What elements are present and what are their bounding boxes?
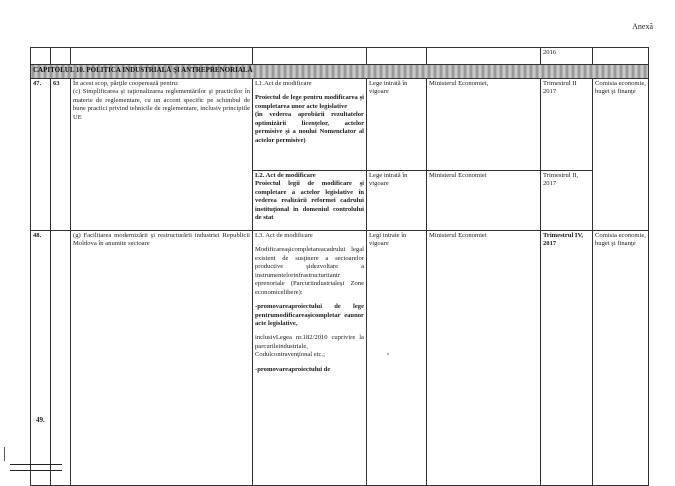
scan-dot xyxy=(387,353,389,355)
footnote-rule xyxy=(10,470,62,471)
term-cell: Trimestrul II 2017 xyxy=(541,79,593,171)
margin-mark xyxy=(4,447,5,461)
act-body: Modificareaşicompletareacadrului legal existent de susţinere a sectoarelor productive şidezvoltare a instrumentelorinfrastructuriiantr eprenoriale (Parcuriindustrialeşi Zone economicelibere): xyxy=(255,246,364,296)
table-row xyxy=(31,231,649,486)
year-cell: 2016 xyxy=(541,48,593,65)
chapter-heading-row xyxy=(31,65,649,79)
row-number: 48. xyxy=(31,231,51,486)
act-cell xyxy=(253,171,367,231)
act-body: Proiectul legii de modificare şi completare a actelor legislative în vederea realizării reformei cadrului instituţional în domeniul controlului de stat xyxy=(255,180,364,222)
act-title: L3. Act de modificare xyxy=(255,232,313,239)
scope-text: (c) Simplificarea şi raţionalizarea reglementărilor şi practicilor în materie de reglementare, cu un accent specific pe schimbul de bune practici privind tehnicile de reglementare, inclusiv principiile UE xyxy=(73,88,250,121)
article-number: 63 xyxy=(51,79,71,231)
table-row xyxy=(31,79,649,171)
act-cell xyxy=(253,79,367,171)
act-promo: -promovareaproiectului de lege pentrumodificareaşicompletar eaunor acte legislative, xyxy=(255,303,364,327)
act-title: L2. Act de modificare xyxy=(255,172,316,179)
ministry-cell: Ministerul Economiei, xyxy=(427,79,541,171)
chapter-title: CAPITOLUL 10. POLITICA INDUSTRIALĂ ŞI ANTREPRENORIALĂ xyxy=(31,65,649,79)
status-cell: Legi intrate în vigoare xyxy=(367,231,427,486)
annex-label: Anexă xyxy=(632,22,653,31)
commission-cell: Comisia economie, buget şi finanţe xyxy=(593,79,649,231)
scope-lead: În acest scop, părţile cooperează pentru: xyxy=(73,80,179,87)
scope-text: (g) Facilitarea modernizării şi restructurării industriei Republicii Moldova în anumite sectoare xyxy=(71,231,253,486)
row-number: 49. xyxy=(36,416,45,424)
act-body: Proiectul de lege pentru modificarea şi completarea unor acte legislative xyxy=(255,94,364,110)
row-number: 47. xyxy=(31,79,51,231)
scope-cell xyxy=(71,79,253,231)
term-cell: Trimestrul II, 2017 xyxy=(541,171,593,231)
act-cell xyxy=(253,231,367,486)
act-promo: -promovareaproiectului de xyxy=(255,365,331,373)
term-cell: Trimestrul IV, 2017 xyxy=(541,231,593,486)
action-plan-table xyxy=(30,47,649,486)
act-title: L1.Act de modificare xyxy=(255,80,312,87)
ministry-cell: Ministerul Economiei xyxy=(427,231,541,486)
table-row xyxy=(31,48,649,65)
ministry-cell: Ministerul Economiei xyxy=(427,171,541,231)
status-cell: Lege intrată în vigoare xyxy=(367,79,427,171)
footnote-rule xyxy=(10,464,62,465)
act-note: (în vederea aprobării rezultatelor optimizării licenţelor, actelor permisive şi a noului Nomenclator al actelor permisive) xyxy=(255,111,364,144)
commission-cell: Comisia economie, buget şi finanţe xyxy=(593,231,649,486)
act-incl: inclusivLegea nr.182/2010 cuprivire la parcurileindustriale, Codulcontravenţional etc.; xyxy=(255,334,364,359)
status-cell: Lege intrată în vigoare xyxy=(367,171,427,231)
